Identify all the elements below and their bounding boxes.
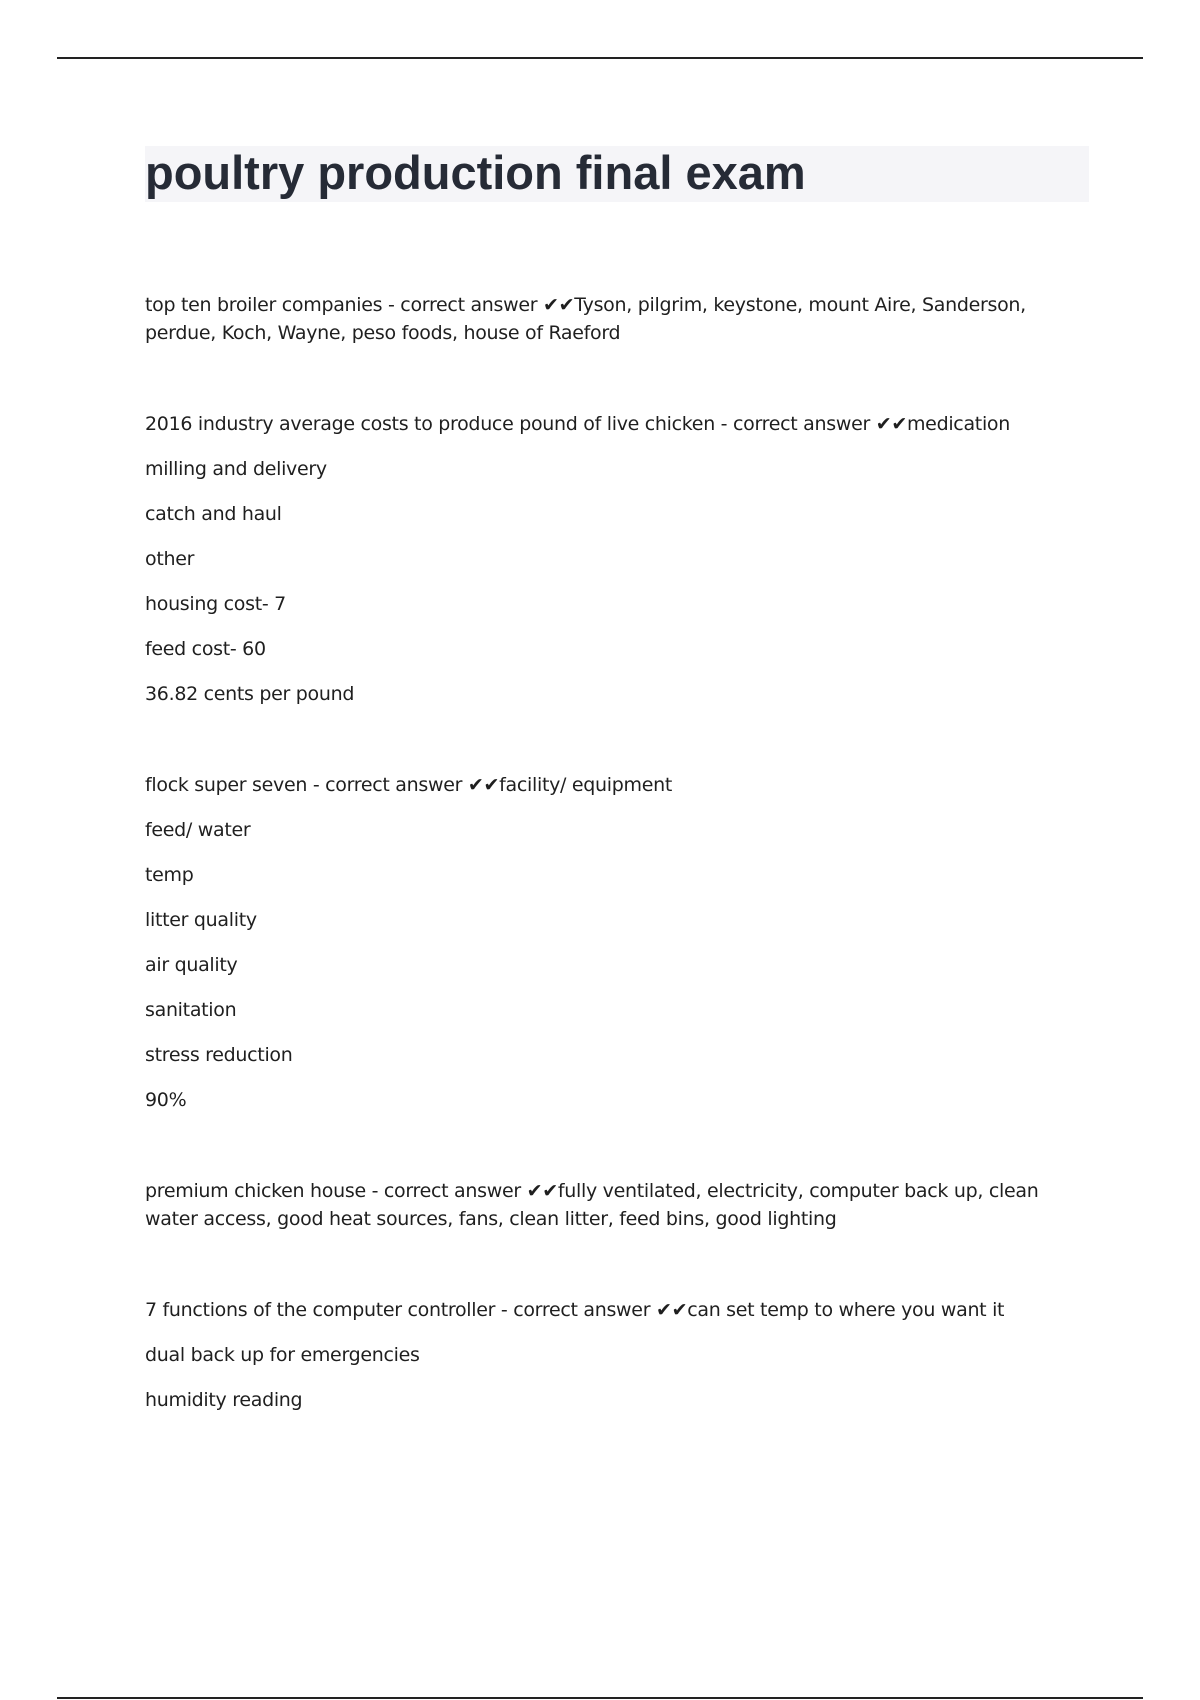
qa-item [145,1296,1089,1414]
qa-first-line [145,291,1089,347]
answer-line: stress reduction [145,1044,293,1066]
answer-separator: - correct answer [382,294,544,316]
answer-separator: - correct answer [365,1180,527,1202]
qa-first-line [145,771,1089,799]
qa-item [145,1177,1089,1233]
check-marks-icon: ✔✔ [655,1299,688,1321]
qa-first-line [145,1177,1089,1233]
header-rule [57,57,1143,59]
check-marks-icon: ✔✔ [467,774,500,796]
answer-line: air quality [145,954,238,976]
qa-item [145,291,1089,347]
document-title: poultry production final exam [145,146,806,199]
question-text: 7 functions of the computer controller [145,1299,496,1321]
answer-line: 36.82 cents per pound [145,683,355,705]
answer-text: fully ventilated, electricity, computer back up, clean water access, good heat sources, fans, clean litter, feed bins, good lighting [145,1180,1039,1230]
answer-separator: - correct answer [307,774,468,796]
question-text: flock super seven [145,774,308,796]
answer-line: sanitation [145,999,237,1021]
check-marks-icon: ✔✔ [543,294,575,316]
check-marks-icon: ✔✔ [526,1180,558,1202]
answer-text: medication [906,413,1010,435]
answer-line: housing cost- 7 [145,593,286,615]
answer-line: feed/ water [145,819,251,841]
answer-line: catch and haul [145,503,282,525]
check-marks-icon: ✔✔ [875,413,907,435]
answer-text: Tyson, pilgrim, keystone, mount Aire, Sanderson, perdue, Koch, Wayne, peso foods, house of Raeford [145,294,1026,344]
question-text: top ten broiler companies [145,294,383,316]
answer-line: temp [145,864,194,886]
qa-first-line [145,1296,1089,1324]
qa-item [145,410,1089,708]
answer-text: can set temp to where you want it [687,1299,1005,1321]
answer-separator: - correct answer [495,1299,656,1321]
answer-separator: - correct answer [714,413,876,435]
answer-line: milling and delivery [145,458,327,480]
answer-text: facility/ equipment [499,774,672,796]
qa-item [145,771,1089,1114]
answer-line: other [145,548,195,570]
answer-line: dual back up for emergencies [145,1344,420,1366]
answer-line: feed cost- 60 [145,638,266,660]
question-text: 2016 industry average costs to produce pound of live chicken [145,413,715,435]
document-body [145,291,1089,1477]
answer-line: litter quality [145,909,257,931]
answer-line: humidity reading [145,1389,303,1411]
footer-rule [57,1697,1143,1699]
question-text: premium chicken house [145,1180,366,1202]
qa-first-line [145,410,1089,438]
answer-line: 90% [145,1089,187,1111]
